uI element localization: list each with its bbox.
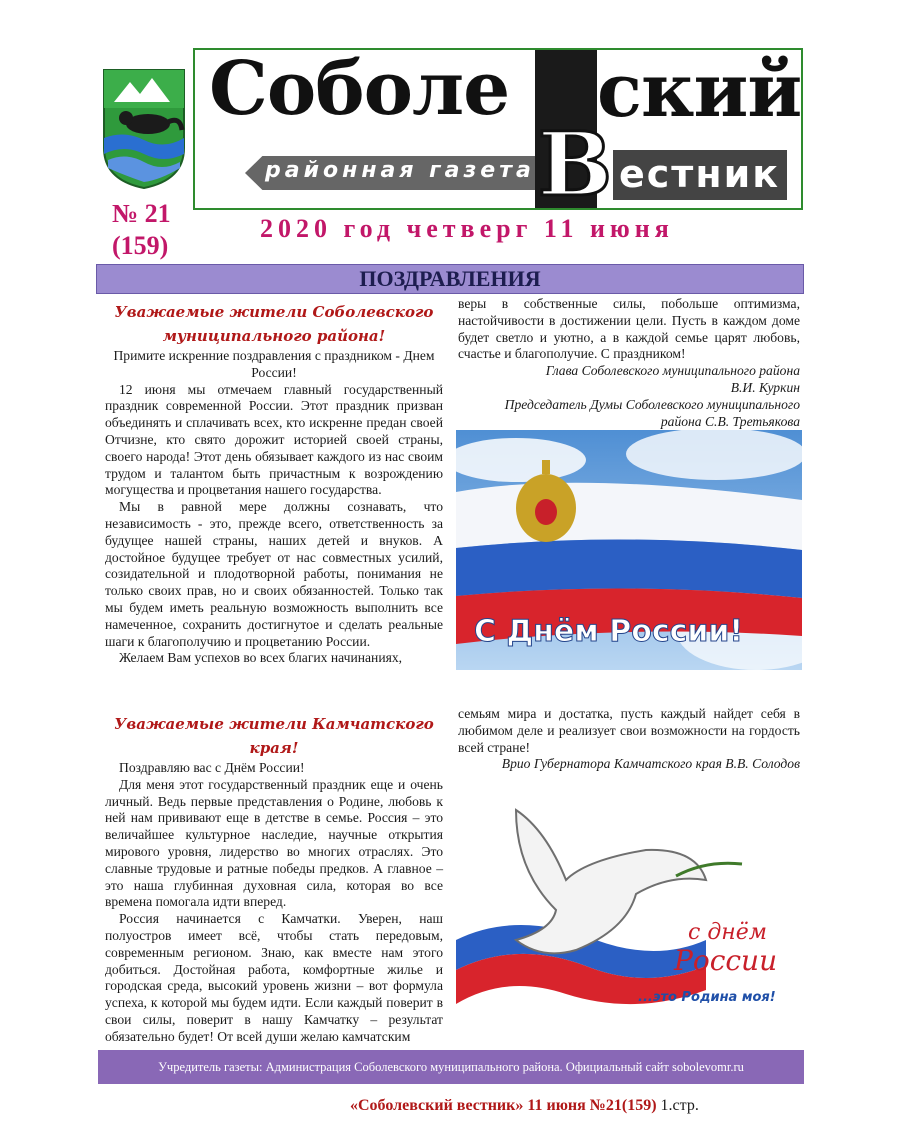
- footer-page-number: 1.стр.: [656, 1097, 699, 1114]
- dove-tagline: ...это Родина моя!: [638, 990, 776, 1005]
- flag-image-caption: С Днём России!: [474, 614, 744, 649]
- article1-paragraph-3-continued: веры в собственные силы, побольше оптимизма, настойчивости в достижении цели. Пусть в каждом доме будет светло и уютно, а в каждой семье царят любовь, счастье и благополучие. С праздником!: [458, 296, 800, 362]
- coat-of-arms-image: [100, 68, 188, 190]
- section-title: ПОЗДРАВЛЕНИЯ: [359, 266, 541, 291]
- masthead-big-letter: В: [537, 112, 613, 210]
- issue-number-label: № 21: [112, 199, 171, 228]
- article1-paragraph-2: Мы в равной мере должны сознавать, что независимость - это, прежде всего, ответственность за будущее нашей страны, наших детей и внуков. А достойное будущее требует от нас совместных усилий, созидательной и плодотворной работы, понимания не только своих прав, но и своих обязанностей. Только так мы будем иметь реальную возможность выполнить все намеченное, сохранить достигнутое и сделать реальные шаги к благополучию и процветанию России.: [105, 499, 443, 649]
- article1-right-column: [458, 296, 800, 430]
- masthead-estnik-text: естник: [619, 152, 780, 196]
- footer-founder-text: Учредитель газеты: Администрация Соболевского муниципального района. Официальный сайт sobolevomr.ru: [158, 1060, 744, 1074]
- masthead-title-part1: Соболе: [209, 48, 510, 132]
- issue-total-label: (159): [112, 231, 169, 260]
- article1-left-column: [105, 300, 443, 667]
- article1-signature-2: Председатель Думы Соболевского муниципального района С.В. Третьякова: [504, 396, 800, 429]
- article1-heading-line1: Уважаемые жители Соболевского: [114, 303, 434, 321]
- dove-greeting-image: [456, 790, 802, 1020]
- article1-paragraph-3: Желаем Вам успехов во всех благих начинаниях,: [119, 650, 403, 666]
- article2-signature: Врио Губернатора Камчатского края В.В. Солодов: [501, 756, 800, 772]
- article1-paragraph-1: 12 июня мы отмечаем главный государственный праздник современной России. Этот праздник призван объединять и сплачивать всех, кто искренне предан своей Отчизне, кто свято дорожит историей своей страны, своего народа! Этот день обязывает каждого из нас своим трудом и талантом быть причастным к возрождению могущества и процветания нашего государства.: [105, 381, 443, 498]
- article1-heading-line2: муниципального района!: [162, 327, 386, 345]
- article2-left-column: [105, 712, 443, 1046]
- footer-newspaper-label: «Соболевский вестник» 11 июня №21(159): [350, 1097, 657, 1114]
- article2-paragraph-2: Россия начинается с Камчатки. Уверен, наш полуостров имеет всё, чтобы стать передовым, современным регионом. Знаю, как вместе нам этого добиться. Достойная работа, комфортные жилье и городская среда, высокий уровень жизни – вот формула успеха, к которой мы будем идти. Если каждый поверит в свои силы, поверит в нашу Камчатку – результат обязательно будет! От всей души желаю камчатским: [105, 911, 443, 1044]
- masthead-title-part2: ский: [597, 48, 802, 134]
- article2-heading: Уважаемые жители Камчатского края!: [114, 715, 434, 757]
- article1-signature-1: Глава Соболевского муниципального района В.И. Куркин: [545, 363, 800, 395]
- issue-dateline: 2020 год четверг 11 июня: [260, 214, 674, 243]
- article2-paragraph-2-continued: семьям мира и достатка, пусть каждый найдет себя в любимом деле и реализует свои возможности на гордость всей стране!: [458, 706, 800, 755]
- article2-right-column: [458, 706, 800, 773]
- dove-script-line2: России: [674, 944, 778, 977]
- russia-day-flag-image: [456, 430, 802, 670]
- footer-founder-bar: [98, 1050, 804, 1084]
- issue-number: [112, 198, 192, 262]
- newspaper-masthead: [193, 48, 803, 210]
- article2-paragraph-1: Для меня этот государственный праздник еще и очень личный. Ведь первые представления о Родине, любовь к ней нам прививают еще в детстве в семье. Россия – это величайшее культурное наследие, научные открытия мирового уровня, лидерство во многих отраслях. Это славные трудовые и ратные победы предков. А главное – это наша глубинная духовная сила, которая во все времена помогала идти вперед.: [105, 776, 443, 910]
- dove-script-line1: с днём: [688, 920, 768, 945]
- masthead-subtitle: районная газета: [265, 158, 535, 183]
- article1-greeting: Примите искренние поздравления с праздником - Днем России!: [113, 348, 435, 380]
- section-header-bar: [96, 264, 804, 294]
- footer-page-line: [350, 1097, 699, 1115]
- article2-paragraph-0: Поздравляю вас с Днём России!: [119, 760, 305, 775]
- masthead-estnik-box: [613, 150, 787, 200]
